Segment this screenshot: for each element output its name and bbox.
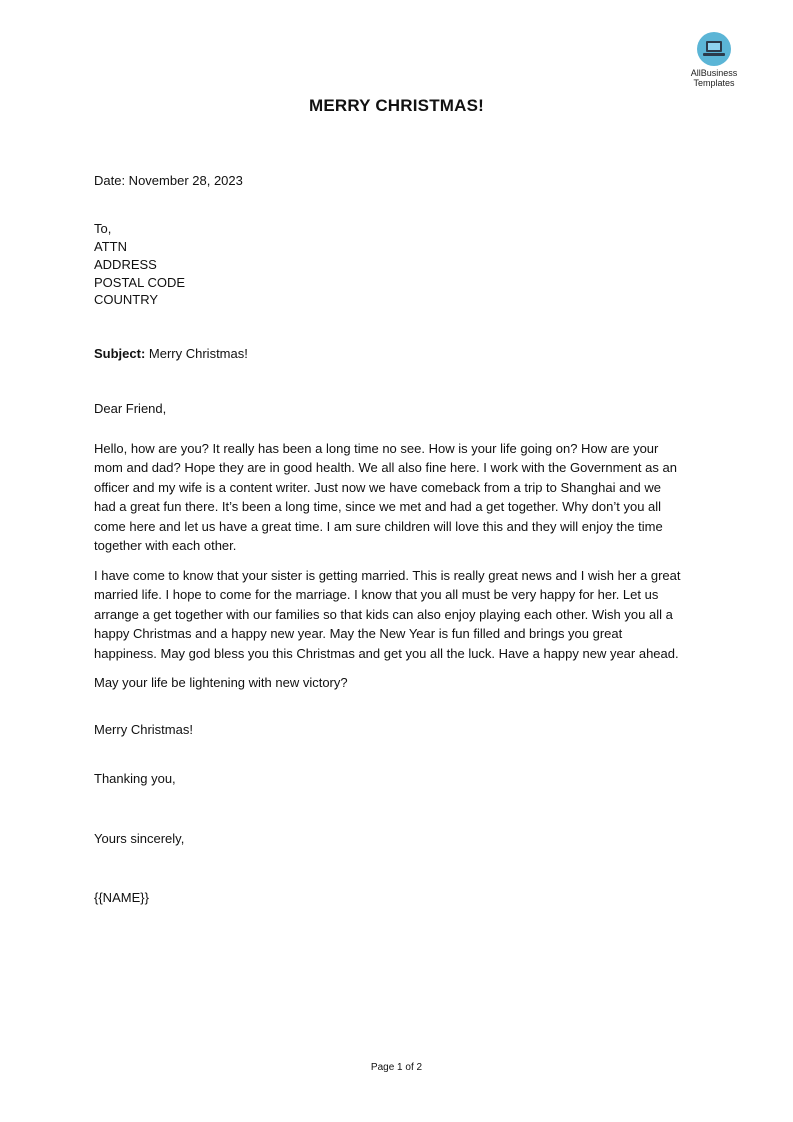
address-to: To,: [94, 221, 112, 236]
brand-logo: [676, 32, 752, 88]
address-address: ADDRESS: [94, 257, 157, 272]
paragraph-line: officer and my wife is a content writer. Just now we have comeback from a trip to Shanghai and we: [94, 479, 661, 495]
logo-text: [676, 68, 752, 88]
merry-christmas-line: Merry Christmas!: [94, 722, 193, 737]
greeting: Dear Friend,: [94, 401, 167, 416]
victory-line: May your life be lightening with new victory?: [94, 675, 348, 690]
paragraph-line: arrange a get together with our families so that kids can also enjoy playing each other. Wish you all a: [94, 606, 673, 622]
subject-label: Subject:: [94, 346, 146, 361]
paragraph-line: mom and dad? Hope they are in good health. We all also fine here. I work with the Government as an: [94, 460, 677, 476]
paragraph-line: I have come to know that your sister is getting married. This is really great news and I wish her a great: [94, 568, 681, 583]
address-country: COUNTRY: [94, 292, 159, 307]
paragraph-line: had a great fun there. It’s been a long time, since we met and had a get together. Why don’t you all: [94, 499, 662, 515]
body-paragraph-1: [94, 439, 706, 555]
signature-name: {{NAME}}: [94, 890, 149, 905]
address-postal-code: POSTAL CODE: [94, 275, 186, 290]
paragraph-line: come here and let us have a great time. I am sure children will love this and they will enjoy the time: [94, 518, 663, 534]
page-number: Page 1 of 2: [370, 1062, 423, 1073]
paragraph-line: together with each other.: [94, 538, 237, 554]
paragraph-line: happy Christmas and a happy new year. May the New Year is fun filled and brings you great: [94, 626, 623, 642]
logo-text-line1: AllBusiness: [690, 68, 738, 78]
paragraph-line: married life. I hope to come for the marriage. I know that you all must be very happy for her. Let us: [94, 587, 659, 603]
date-line: Date: November 28, 2023: [94, 173, 243, 188]
closing-line: Yours sincerely,: [94, 831, 185, 846]
subject-text: Merry Christmas!: [145, 346, 248, 361]
subject-line: [94, 345, 248, 363]
thanking-line: Thanking you,: [94, 771, 176, 786]
address-attn: ATTN: [94, 239, 127, 254]
body-paragraph-2: [94, 566, 706, 663]
laptop-icon: [697, 32, 731, 66]
logo-text-line2: Templates: [693, 78, 735, 88]
paragraph-line: Hello, how are you? It really has been a long time no see. How is your life going on? How are your: [94, 441, 659, 456]
paragraph-line: happiness. May god bless you this Christmas and get you all the luck. Have a happy new year ahead.: [94, 645, 679, 661]
document-title: MERRY CHRISTMAS!: [308, 96, 485, 115]
